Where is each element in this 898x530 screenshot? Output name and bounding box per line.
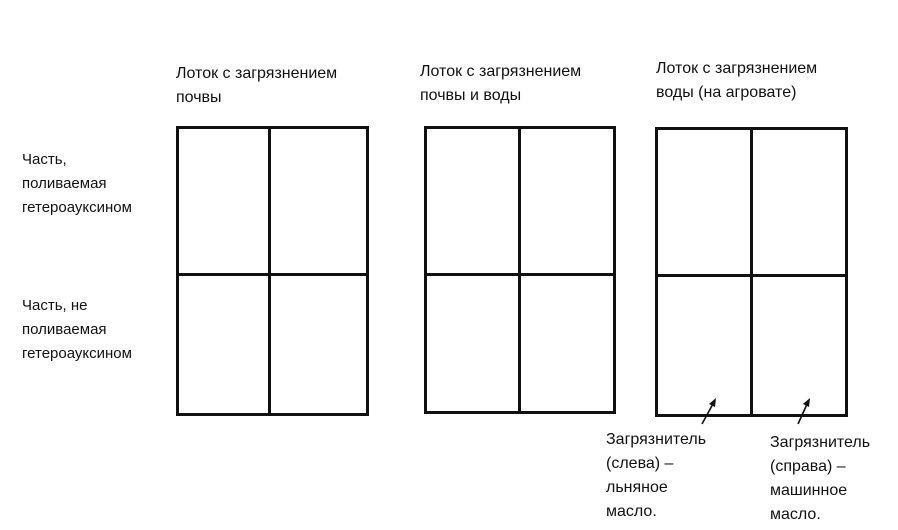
tray-title-soil: Лоток с загрязнением почвы <box>176 65 338 106</box>
tray-soil-water <box>424 126 616 414</box>
tray-water <box>655 127 848 417</box>
row-label-not-watered: Часть, не поливаемая гетероауксином <box>22 297 132 362</box>
row-label-watered: Часть, поливаемая гетероауксином <box>22 151 132 216</box>
tray-title-soil-water: Лоток с загрязнением почвы и воды <box>420 63 582 104</box>
tray-divider-horizontal <box>179 273 366 276</box>
tray-divider-vertical <box>750 130 753 414</box>
tray-divider-vertical <box>268 129 271 413</box>
tray-divider-horizontal <box>658 274 845 277</box>
note-left-pollutant: Загрязнитель (слева) – льняное масло. <box>606 431 707 520</box>
arrow-right-pollutant-icon <box>796 398 816 426</box>
arrow-left-pollutant-icon <box>700 398 720 426</box>
tray-divider-vertical <box>518 129 521 411</box>
tray-divider-horizontal <box>427 273 613 276</box>
note-right-pollutant: Загрязнитель (справа) – машинное масло. <box>770 434 871 523</box>
tray-soil <box>176 126 369 416</box>
tray-title-water: Лоток с загрязнением воды (на агровате) <box>656 60 818 101</box>
